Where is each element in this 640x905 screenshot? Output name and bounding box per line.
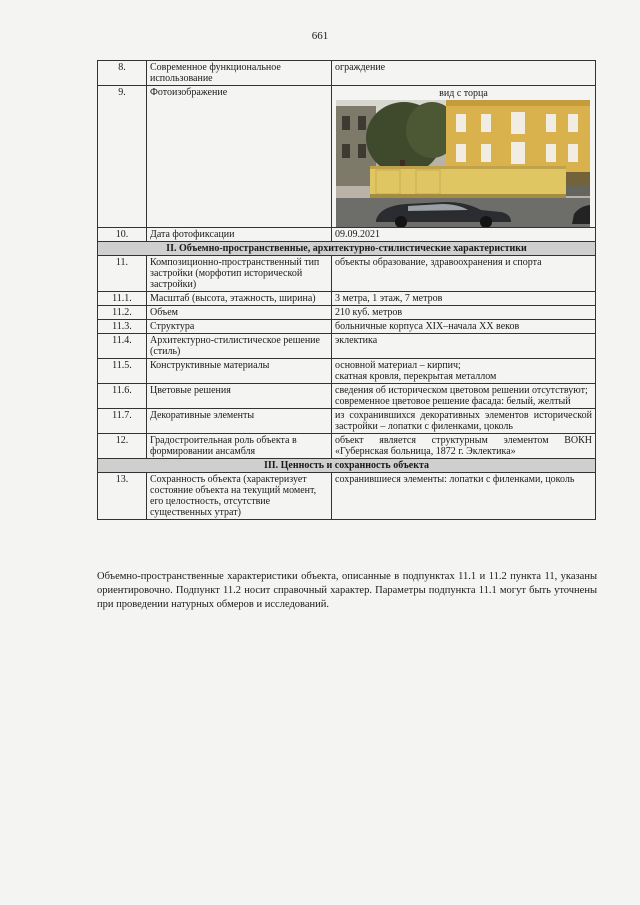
row-value: 210 куб. метров [332, 306, 596, 320]
row-label: Объем [147, 306, 332, 320]
section-title: II. Объемно-пространственные, архитектурно-стилистические характеристики [98, 242, 596, 256]
facade-photo-illustration [336, 100, 590, 227]
table-row [98, 409, 596, 434]
table-row [98, 334, 596, 359]
row-value [332, 359, 596, 384]
row-number: 11.6. [98, 384, 147, 409]
row-value-line: сведения об историческом цветовом решении отсутствуют; [335, 385, 588, 396]
row-label: Цветовые решения [147, 384, 332, 409]
row-number: 13. [98, 473, 147, 520]
photo-cell [332, 86, 596, 228]
row-label: Композиционно-пространственный тип застройки (морфотип исторической застройки) [147, 256, 332, 292]
row-label: Масштаб (высота, этажность, ширина) [147, 292, 332, 306]
table-row [98, 434, 596, 459]
row-value: объект является структурным элементом ВОКН «Губернская больница, 1872 г. Эклектика» [332, 434, 596, 459]
table-row [98, 320, 596, 334]
row-number: 11. [98, 256, 147, 292]
row-number: 11.3. [98, 320, 147, 334]
row-label: Современное функциональное использование [147, 61, 332, 86]
characteristics-table [97, 60, 596, 520]
section-title: III. Ценность и сохранность объекта [98, 459, 596, 473]
row-number: 8. [98, 61, 147, 86]
section-header [98, 242, 596, 256]
section-header [98, 459, 596, 473]
row-number: 11.1. [98, 292, 147, 306]
table-row [98, 61, 596, 86]
table-row [98, 292, 596, 306]
row-number: 12. [98, 434, 147, 459]
row-value-line: скатная кровля, перекрытая металлом [335, 371, 497, 382]
row-label: Структура [147, 320, 332, 334]
table-row-photo [98, 86, 596, 228]
row-value: сохранившиеся элементы: лопатки с филенками, цоколь [332, 473, 596, 520]
row-value: больничные корпуса XIX–начала XX веков [332, 320, 596, 334]
row-label: Дата фотофиксации [147, 228, 332, 242]
table-row [98, 256, 596, 292]
row-value-line: основной материал – кирпич; [335, 360, 461, 371]
row-label: Сохранность объекта (характеризует состояние объекта на текущий момент, его целостность, отсутствие существенных утрат) [147, 473, 332, 520]
row-value-line: современное цветовое решение фасада: белый, желтый [335, 396, 571, 407]
row-value: объекты образование, здравоохранения и спорта [332, 256, 596, 292]
row-value: из сохранившихся декоративных элементов исторической застройки – лопатки с филенками, цоколь [332, 409, 596, 434]
table-row [98, 473, 596, 520]
table-row [98, 228, 596, 242]
page-number: 661 [311, 30, 329, 42]
row-value: 3 метра, 1 этаж, 7 метров [332, 292, 596, 306]
table-row [98, 306, 596, 320]
facade-photo [336, 100, 590, 227]
row-value: ограждение [332, 61, 596, 86]
row-label: Конструктивные материалы [147, 359, 332, 384]
row-number: 11.4. [98, 334, 147, 359]
row-number: 11.7. [98, 409, 147, 434]
footnote-paragraph: Объемно-пространственные характеристики объекта, описанные в подпунктах 11.1 и 11.2 пункта 11, указаны ориентировочно. Подпункт 11.2 носит справочный характер. Параметры подпункта 11.1 могут быть уточнены при проведении натурных обмеров и исследований. [97, 571, 597, 610]
row-value: 09.09.2021 [332, 228, 596, 242]
row-value [332, 384, 596, 409]
row-label: Фотоизображение [147, 86, 332, 228]
row-number: 10. [98, 228, 147, 242]
table-row [98, 359, 596, 384]
row-number: 11.2. [98, 306, 147, 320]
row-label: Градостроительная роль объекта в формировании ансамбля [147, 434, 332, 459]
photo-caption: вид с торца [439, 88, 488, 99]
row-label: Декоративные элементы [147, 409, 332, 434]
row-number: 11.5. [98, 359, 147, 384]
row-value: эклектика [332, 334, 596, 359]
row-number: 9. [98, 86, 147, 228]
table-row [98, 384, 596, 409]
row-label: Архитектурно-стилистическое решение (стиль) [147, 334, 332, 359]
